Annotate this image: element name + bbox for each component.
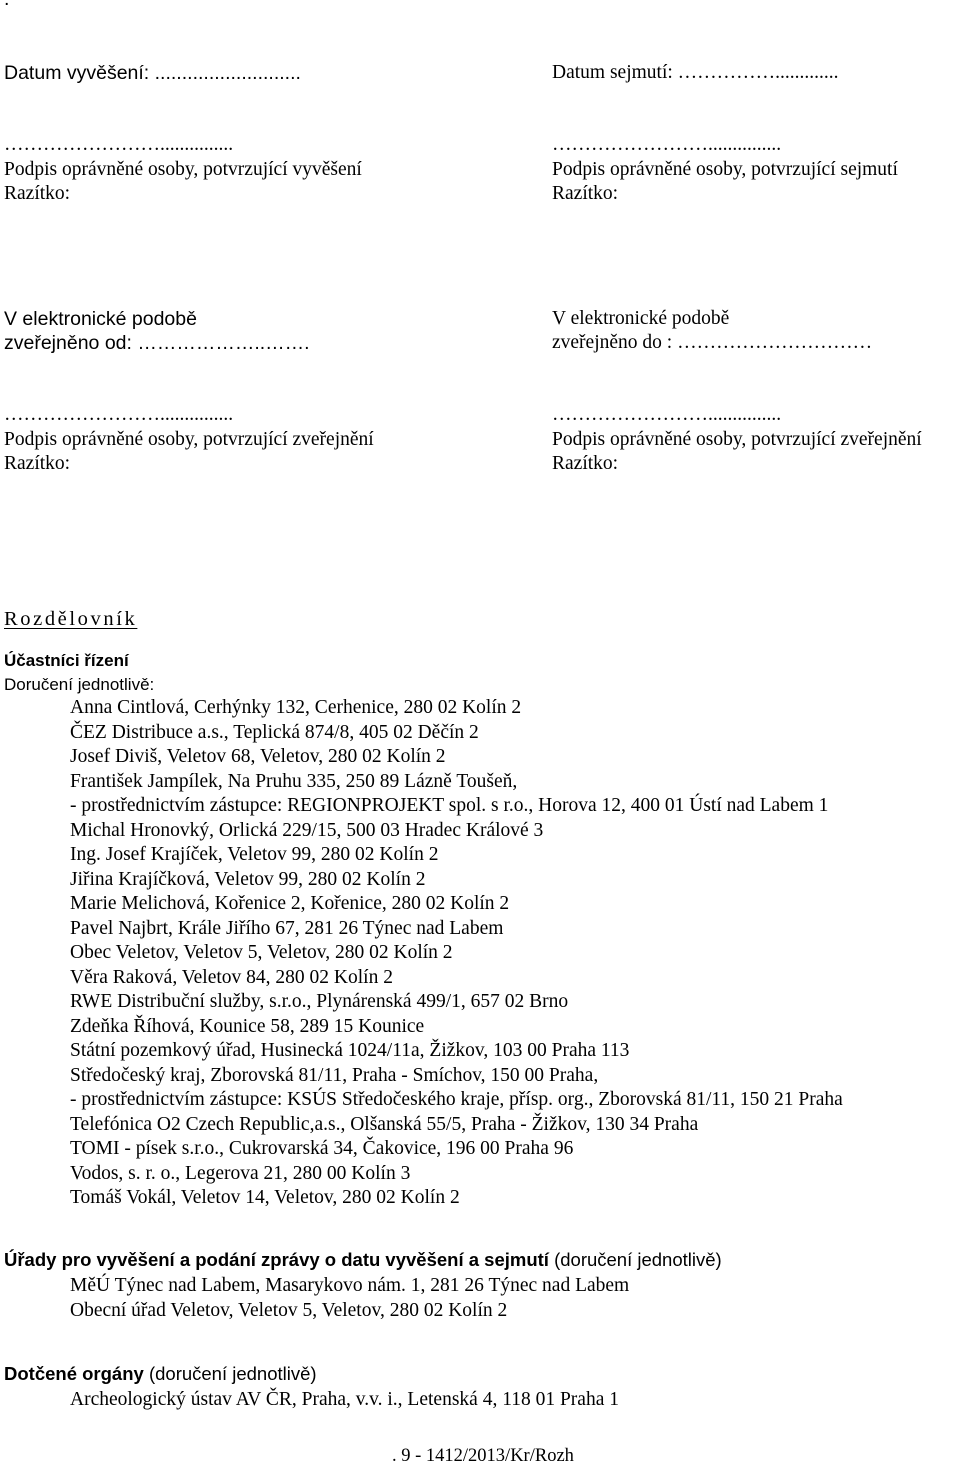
participant-entry: Vodos, s. r. o., Legerova 21, 280 00 Kolín 3 — [70, 1162, 411, 1184]
footer-reference: . 9 - 1412/2013/Kr/Rozh — [392, 1446, 574, 1466]
offices-heading-bold: Úřady pro vyvěšení a podání zprávy o datu vyvěšení a sejmutí — [4, 1249, 549, 1270]
participant-entry: Tomáš Vokál, Veletov 14, Veletov, 280 02 Kolín 2 — [70, 1187, 460, 1208]
participant-entry: ČEZ Distribuce a.s., Teplická 874/8, 405 02 Děčín 2 — [70, 721, 479, 743]
participant-entry: Státní pozemkový úřad, Husinecká 1024/11a, Žižkov, 103 00 Praha 113 — [70, 1040, 630, 1061]
participant-entry: Ing. Josef Krajíček, Veletov 99, 280 02 Kolín 2 — [70, 844, 439, 865]
participant-entry: Zdeňka Říhová, Kounice 58, 289 15 Kounice — [70, 1015, 425, 1037]
office-entry: MěÚ Týnec nad Labem, Masarykovo nám. 1, 281 26 Týnec nad Labem — [70, 1275, 630, 1296]
participant-entry: Michal Hronovký, Orlická 229/15, 500 03 Hradec Králové 3 — [70, 819, 544, 841]
participant-entry: Marie Melichová, Kořenice 2, Kořenice, 280 02 Kolín 2 — [70, 893, 510, 914]
posting-stamp-label: Razítko: — [4, 183, 71, 204]
electronic-from-line1: V elektronické podobě — [4, 308, 197, 330]
participant-entry: RWE Distribuční služby, s.r.o., Plynárenská 499/1, 657 02 Brno — [70, 991, 569, 1012]
participant-entry: Telefónica O2 Czech Republic,a.s., Olšanská 55/5, Praha - Žižkov, 130 34 Praha — [70, 1113, 699, 1135]
participant-entry: Pavel Najbrt, Krále Jiřího 67, 281 26 Týnec nad Labem — [70, 917, 504, 939]
posting-signature-label: Podpis oprávněné osoby, potvrzující vyvěšení — [4, 159, 362, 180]
participants-label: Účastníci řízení — [4, 651, 129, 670]
electronic-to-signature-label: Podpis oprávněné osoby, potvrzující zveřejnění — [552, 429, 922, 450]
participant-entry: Obec Veletov, Veletov 5, Veletov, 280 02 Kolín 2 — [70, 942, 453, 963]
body-entry: Archeologický ústav AV ČR, Praha, v.v. i., Letenská 4, 118 01 Praha 1 — [70, 1389, 619, 1410]
participant-entry: Věra Raková, Veletov 84, 280 02 Kolín 2 — [70, 966, 393, 988]
participant-entry: TOMI - písek s.r.o., Cukrovarská 34, Čakovice, 196 00 Praha 96 — [70, 1138, 574, 1159]
electronic-to-line2: zveřejněno do : ………………………… — [552, 332, 873, 353]
bodies-heading-rest: (doručení jednotlivě) — [143, 1363, 317, 1384]
posting-date-line: Datum vyvěšení: ........................... — [4, 62, 301, 84]
participant-entry: Josef Diviš, Veletov 68, Veletov, 280 02 Kolín 2 — [70, 746, 446, 767]
offices-heading-rest: (doručení jednotlivě) — [548, 1249, 722, 1270]
removal-signature-label: Podpis oprávněné osoby, potvrzující sejmutí — [552, 159, 898, 180]
electronic-to-stamp-label: Razítko: — [552, 453, 619, 474]
bodies-heading-bold: Dotčené orgány — [4, 1363, 144, 1384]
offices-heading — [4, 1249, 722, 1272]
removal-stamp-label: Razítko: — [552, 183, 619, 204]
electronic-from-dots: ……………………............... — [4, 404, 234, 425]
removal-date-line: Datum sejmutí: ……………............. — [552, 62, 839, 83]
participant-entry: Středočeský kraj, Zborovská 81/11, Praha - Smíchov, 150 00 Praha, — [70, 1064, 599, 1086]
electronic-to-dots: ……………………............... — [552, 404, 782, 425]
participant-entry: - prostřednictvím zástupce: KSÚS Středočeského kraje, přísp. org., Zborovská 81/11, 150 21 Praha — [70, 1089, 843, 1110]
participant-entry: Jiřina Krajíčková, Veletov 99, 280 02 Kolín 2 — [70, 868, 426, 890]
bodies-heading — [4, 1363, 317, 1386]
office-entry: Obecní úřad Veletov, Veletov 5, Veletov, 280 02 Kolín 2 — [70, 1299, 508, 1321]
electronic-from-stamp-label: Razítko: — [4, 453, 71, 474]
participant-entry: - prostřednictvím zástupce: REGIONPROJEKT spol. s r.o., Horova 12, 400 01 Ústí nad Labem 1 — [70, 795, 829, 816]
delivery-label: Doručení jednotlivě: — [4, 675, 155, 694]
participant-entry: Anna Cintlová, Cerhýnky 132, Cerhenice, 280 02 Kolín 2 — [70, 697, 522, 718]
posting-signature-dots: ……………………............... — [4, 134, 234, 155]
participant-entry: František Jampílek, Na Pruhu 335, 250 89 Lázně Toušeň, — [70, 770, 518, 792]
top-mark — [4, 0, 9, 10]
removal-signature-dots: ……………………............... — [552, 134, 782, 155]
electronic-from-signature-label: Podpis oprávněné osoby, potvrzující zveřejnění — [4, 429, 374, 450]
distribution-heading: Rozdělovník — [4, 608, 138, 630]
electronic-to-line1: V elektronické podobě — [552, 308, 730, 329]
electronic-from-line2: zveřejněno od: ………………..……. — [4, 332, 310, 354]
